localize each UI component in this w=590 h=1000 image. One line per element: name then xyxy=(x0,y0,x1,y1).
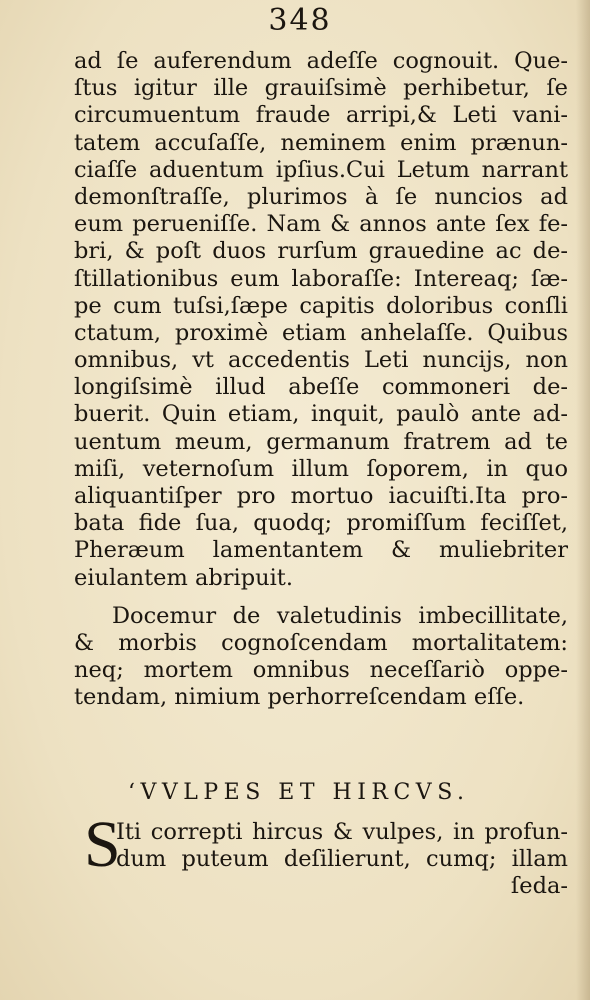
moral-line: Docemur de valetudinis imbecillitate, xyxy=(112,602,568,629)
catchword: ſeda- xyxy=(510,873,568,900)
text-line: uentum meum, germanum fratrem ad te xyxy=(74,428,568,455)
text-line: ſtus igitur ille grauiſsimè perhibetur, ſe xyxy=(74,75,568,102)
text-line: longiſsimè illud abeſſe commoneri de- xyxy=(74,374,568,401)
text-line: ſtillationibus eum laboraſſe: Intereaq; ſæ- xyxy=(74,265,568,292)
main-text-block xyxy=(74,48,568,712)
fable-line: dum puteum deſilierunt, cumq; illam xyxy=(116,846,568,873)
drop-cap: S xyxy=(84,808,121,881)
text-line: demonſtraſſe, plurimos à ſe nuncios ad xyxy=(74,183,568,210)
text-line: miſi, veternoſum illum ſoporem, in quo xyxy=(74,455,568,482)
text-line: Pheræum lamentantem & muliebriter xyxy=(74,537,568,564)
page-gutter-shadow xyxy=(576,0,590,1000)
text-line: ad ſe auferendum adeſſe cognouit. Que- xyxy=(74,48,568,74)
text-line: tatem accuſaſſe, neminem enim prænun- xyxy=(74,129,568,156)
text-line: bri, & poſt duos rurſum grauedine ac de- xyxy=(74,238,568,265)
text-line: pe cum tuſsi,ſæpe capitis doloribus conſli xyxy=(74,292,568,319)
fable-line: Iti correpti hircus & vulpes, in profun- xyxy=(116,819,568,845)
text-line: ciaſſe aduentum ipſius.Cui Letum narrant xyxy=(74,156,568,183)
fable-text-block xyxy=(84,808,568,900)
text-line: buerit. Quin etiam, inquit, paulò ante ad- xyxy=(74,401,568,428)
text-line: ctatum, proximè etiam anhelaſſe. Quibus xyxy=(74,319,568,346)
text-line: eiulantem abripuit. xyxy=(74,564,294,591)
text-line: circumuentum fraude arripi,& Leti vani- xyxy=(74,102,568,129)
paragraph-gap xyxy=(74,592,568,603)
text-line: eum perueniſſe. Nam & annos ante ſex fe- xyxy=(74,211,568,238)
moral-line: neq; mortem omnibus neceſſariò oppe- xyxy=(74,657,568,684)
text-line: omnibus, vt accedentis Leti nuncijs, non xyxy=(74,347,568,374)
fable-title: ʻVVLPES ET HIRCVS. xyxy=(128,780,470,805)
text-line: bata fide ſua, quodq; promiſſum feciſſet, xyxy=(74,510,568,537)
text-line: aliquantiſper pro mortuo iacuiſti.Ita pro- xyxy=(74,483,568,509)
page-number: 348 xyxy=(268,3,332,38)
moral-line: & morbis cognoſcendam mortalitatem: xyxy=(74,629,568,656)
moral-line: tendam, nimium perhorreſcendam eſſe. xyxy=(74,684,525,711)
